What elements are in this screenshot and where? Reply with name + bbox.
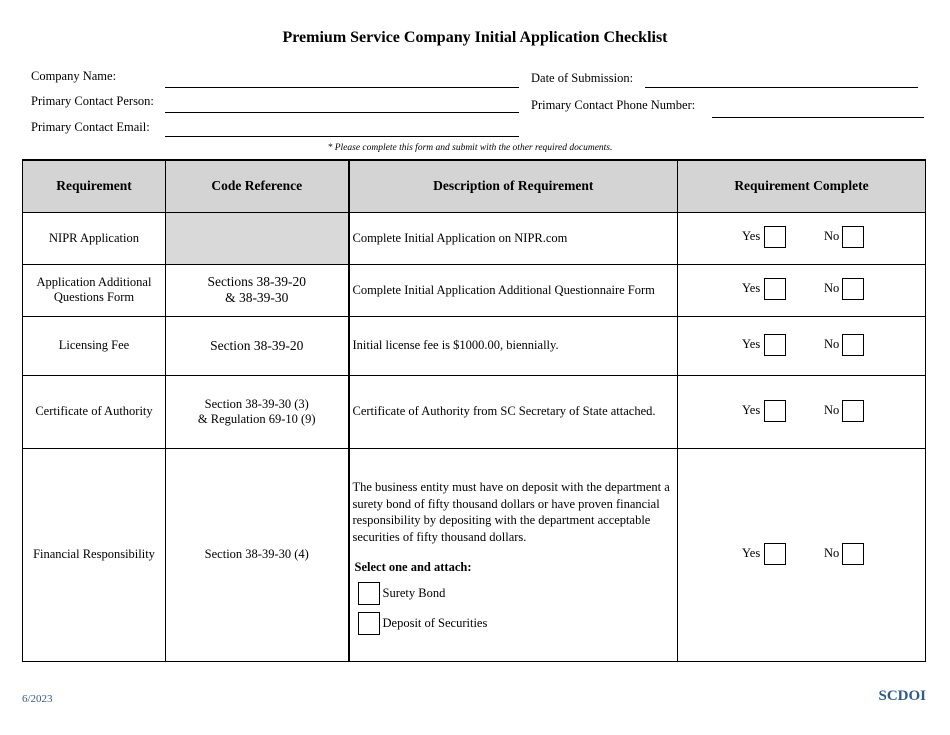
yes-checkbox[interactable] [764, 400, 786, 422]
complete-cell [678, 316, 926, 375]
yes-label: Yes [742, 336, 761, 351]
option-surety-bond[interactable] [353, 582, 678, 606]
yes-label: Yes [742, 229, 761, 243]
contact-phone-label: Primary Contact Phone Number: [531, 98, 696, 112]
code-line-1: Section 38-39-30 (3) [204, 396, 309, 411]
requirement-cell: Application Additional Questions Form [23, 264, 166, 316]
contact-email-label: Primary Contact Email: [31, 120, 150, 134]
no-label: No [824, 229, 840, 243]
select-label: Select one and attach: [354, 560, 472, 574]
code-cell: Section 38-39-20 [166, 316, 349, 375]
requirement-cell: Licensing Fee [23, 316, 166, 375]
description-cell: Initial license fee is $1000.00, biennially. [349, 316, 678, 375]
description-cell: Certificate of Authority from SC Secretary of State attached. [349, 375, 678, 448]
company-name-label: Company Name: [31, 69, 117, 83]
code-line-1: Sections 38-39-20 [207, 274, 307, 289]
code-cell-empty [166, 212, 349, 264]
no-checkbox[interactable] [842, 226, 864, 248]
code-line-2: & 38-39-30 [225, 290, 289, 305]
deposit-securities-checkbox[interactable] [358, 612, 380, 635]
deposit-securities-label: Deposit of Securities [382, 616, 488, 630]
header-description: Description of Requirement [349, 160, 678, 212]
checklist-table [22, 159, 926, 662]
no-label: No [824, 402, 840, 417]
option-deposit-securities[interactable] [353, 612, 678, 636]
requirement-cell: Financial Responsibility [23, 448, 166, 661]
description-cell [349, 448, 678, 661]
table-row [23, 316, 926, 375]
yes-label: Yes [742, 281, 761, 295]
no-label: No [824, 545, 840, 560]
no-label: No [824, 336, 840, 351]
yes-label: Yes [742, 402, 761, 417]
no-checkbox[interactable] [842, 278, 864, 300]
no-label: No [824, 281, 840, 295]
description-text: The business entity must have on deposit with the department a surety bond of fifty thousand dollars or have proven financial responsibility by depositing with the department acceptable securities of fifty thousand dollars. [352, 480, 670, 544]
description-cell: Complete Initial Application on NIPR.com [349, 212, 678, 264]
complete-cell [678, 448, 926, 661]
contact-person-label: Primary Contact Person: [31, 94, 154, 108]
date-submission-label: Date of Submission: [531, 71, 634, 85]
contact-email-field[interactable] [165, 136, 519, 137]
revision-date: 6/2023 [22, 693, 53, 705]
date-submission-field[interactable] [645, 87, 918, 88]
table-row [23, 375, 926, 448]
table-row [23, 448, 926, 661]
table-row [23, 264, 926, 316]
requirement-cell: NIPR Application [23, 212, 166, 264]
contact-person-field[interactable] [165, 112, 519, 113]
org-logo-text: SCDOI [878, 688, 926, 704]
yes-checkbox[interactable] [764, 278, 786, 300]
header-requirement-complete: Requirement Complete [678, 160, 926, 212]
yes-label: Yes [742, 545, 761, 560]
code-cell [166, 264, 349, 316]
page-title: Premium Service Company Initial Application Checklist [282, 29, 668, 46]
no-checkbox[interactable] [842, 543, 864, 565]
header-requirement: Requirement [23, 160, 166, 212]
code-cell: Section 38-39-30 (4) [166, 448, 349, 661]
surety-bond-label: Surety Bond [382, 586, 446, 600]
instructions-note: * Please complete this form and submit with the other required documents. [327, 143, 613, 153]
table-row [23, 212, 926, 264]
yes-checkbox[interactable] [764, 543, 786, 565]
code-cell [166, 375, 349, 448]
complete-cell [678, 212, 926, 264]
complete-cell [678, 264, 926, 316]
surety-bond-checkbox[interactable] [358, 582, 380, 605]
code-line-2: & Regulation 69-10 (9) [197, 411, 316, 426]
no-checkbox[interactable] [842, 400, 864, 422]
requirement-cell: Certificate of Authority [23, 375, 166, 448]
company-name-field[interactable] [165, 87, 519, 88]
no-checkbox[interactable] [842, 334, 864, 356]
description-cell: Complete Initial Application Additional Questionnaire Form [349, 264, 678, 316]
table-header-row [23, 160, 926, 212]
yes-checkbox[interactable] [764, 226, 786, 248]
yes-checkbox[interactable] [764, 334, 786, 356]
header-code-reference: Code Reference [166, 160, 349, 212]
contact-phone-field[interactable] [712, 117, 924, 118]
complete-cell [678, 375, 926, 448]
